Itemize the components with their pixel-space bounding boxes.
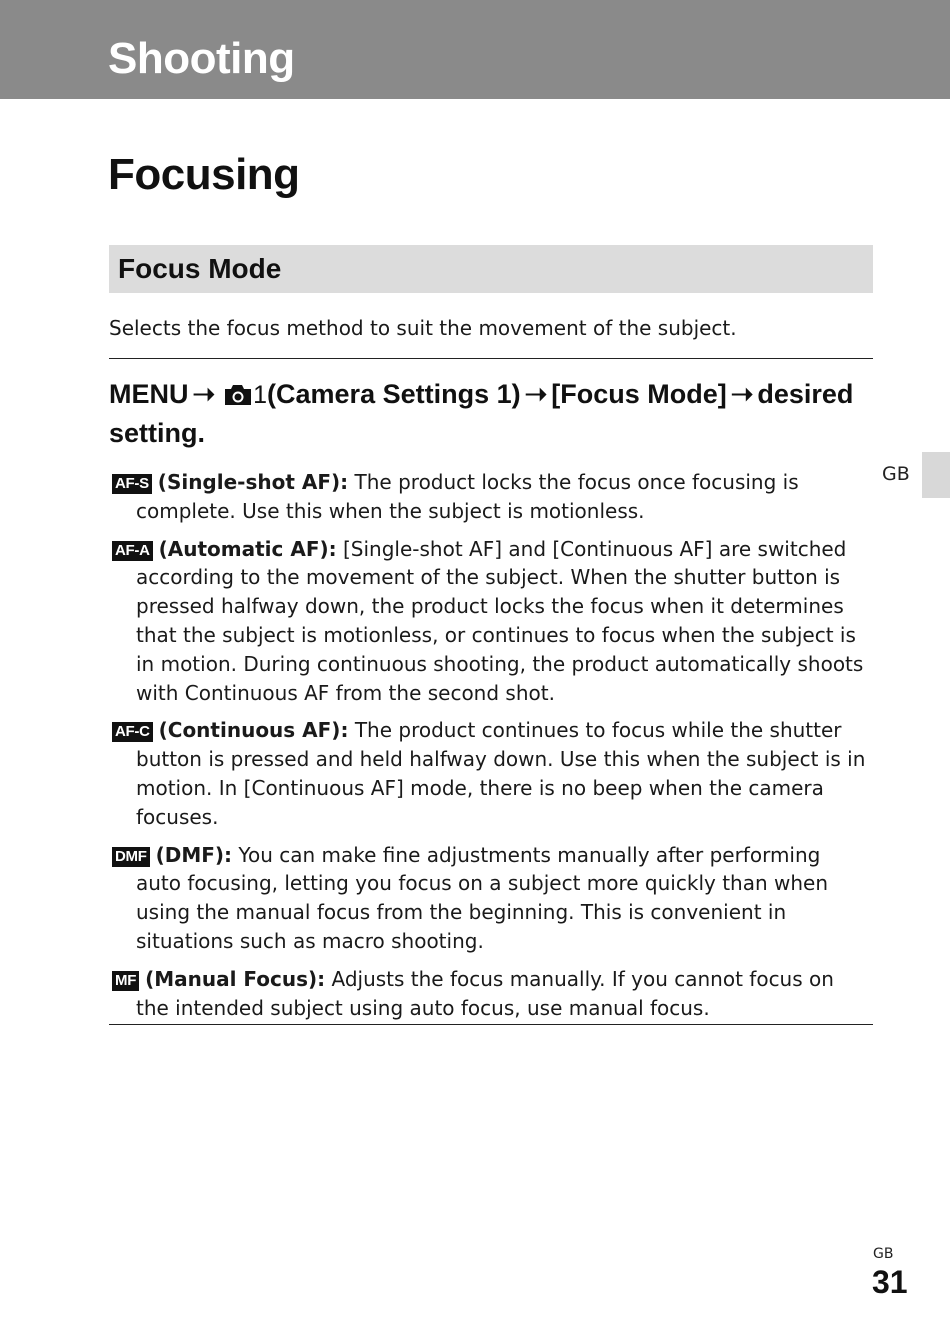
chapter-title: Shooting bbox=[108, 34, 295, 83]
mode-description: [Single-shot AF] and [Continuous AF] are switched according to the movement of the subject. When the shutter button is pressed halfway down, the product locks the focus when it determines that the subject is motionless, or continues to focus when the subject is in motion. During continuous shooting, the product automatically shoots with Continuous AF from the second shot. bbox=[136, 536, 864, 705]
section-intro: Selects the focus method to suit the movement of the subject. bbox=[109, 316, 737, 340]
mode-description: The product continues to focus while the shutter button is pressed and held halfway down. Use this when the subject is in motion. In [Continuous AF] mode, there is no beep when the camera focuses. bbox=[136, 718, 866, 829]
focus-mode-list bbox=[109, 468, 869, 1031]
arrow-right-icon: ➝ bbox=[524, 379, 548, 409]
menu-label: MENU bbox=[109, 379, 189, 409]
list-item bbox=[109, 535, 869, 708]
list-item bbox=[109, 716, 869, 831]
side-tab bbox=[922, 452, 950, 498]
af-a-icon: AF-A bbox=[112, 541, 153, 561]
focus-mode-label: [Focus Mode] bbox=[551, 379, 727, 409]
side-tab-label: GB bbox=[882, 463, 910, 485]
divider-top bbox=[109, 358, 873, 359]
mode-name: (Manual Focus): bbox=[145, 966, 326, 991]
mode-description: Adjusts the focus manually. If you cannot focus on the intended subject using auto focus, use manual focus. bbox=[136, 966, 834, 1020]
camera-settings-number: 1 bbox=[253, 381, 268, 409]
desired-setting-label: desired setting. bbox=[109, 379, 854, 448]
mf-icon: MF bbox=[112, 971, 139, 991]
mode-name: (Single-shot AF): bbox=[157, 470, 349, 494]
page-number: 31 bbox=[872, 1264, 908, 1300]
af-s-icon: AF-S bbox=[112, 474, 152, 494]
list-item bbox=[109, 841, 869, 956]
divider-bottom bbox=[109, 1024, 873, 1025]
dmf-icon: DMF bbox=[112, 847, 150, 867]
arrow-right-icon: ➝ bbox=[192, 379, 216, 409]
menu-path bbox=[109, 376, 869, 451]
camera-icon bbox=[223, 379, 253, 415]
af-c-icon: AF-C bbox=[112, 722, 153, 742]
camera-settings-label: (Camera Settings 1) bbox=[267, 379, 521, 409]
list-item bbox=[109, 468, 869, 526]
mode-description: The product locks the focus once focusing is complete. Use this when the subject is motionless. bbox=[136, 470, 799, 523]
section-header bbox=[109, 245, 873, 293]
footer-region: GB bbox=[873, 1246, 894, 1262]
mode-name: (DMF): bbox=[155, 842, 233, 867]
arrow-right-icon: ➝ bbox=[730, 379, 754, 409]
mode-description: You can make fine adjustments manually after performing auto focusing, letting you focus on a subject more quickly than when using the manual focus from the beginning. This is convenient in situations such as macro shooting. bbox=[136, 842, 829, 953]
list-item bbox=[109, 965, 869, 1023]
section-title: Focus Mode bbox=[118, 253, 282, 284]
page-title: Focusing bbox=[108, 150, 300, 199]
mode-name: (Automatic AF): bbox=[158, 536, 337, 561]
chapter-header bbox=[0, 0, 950, 99]
mode-name: (Continuous AF): bbox=[158, 718, 349, 743]
